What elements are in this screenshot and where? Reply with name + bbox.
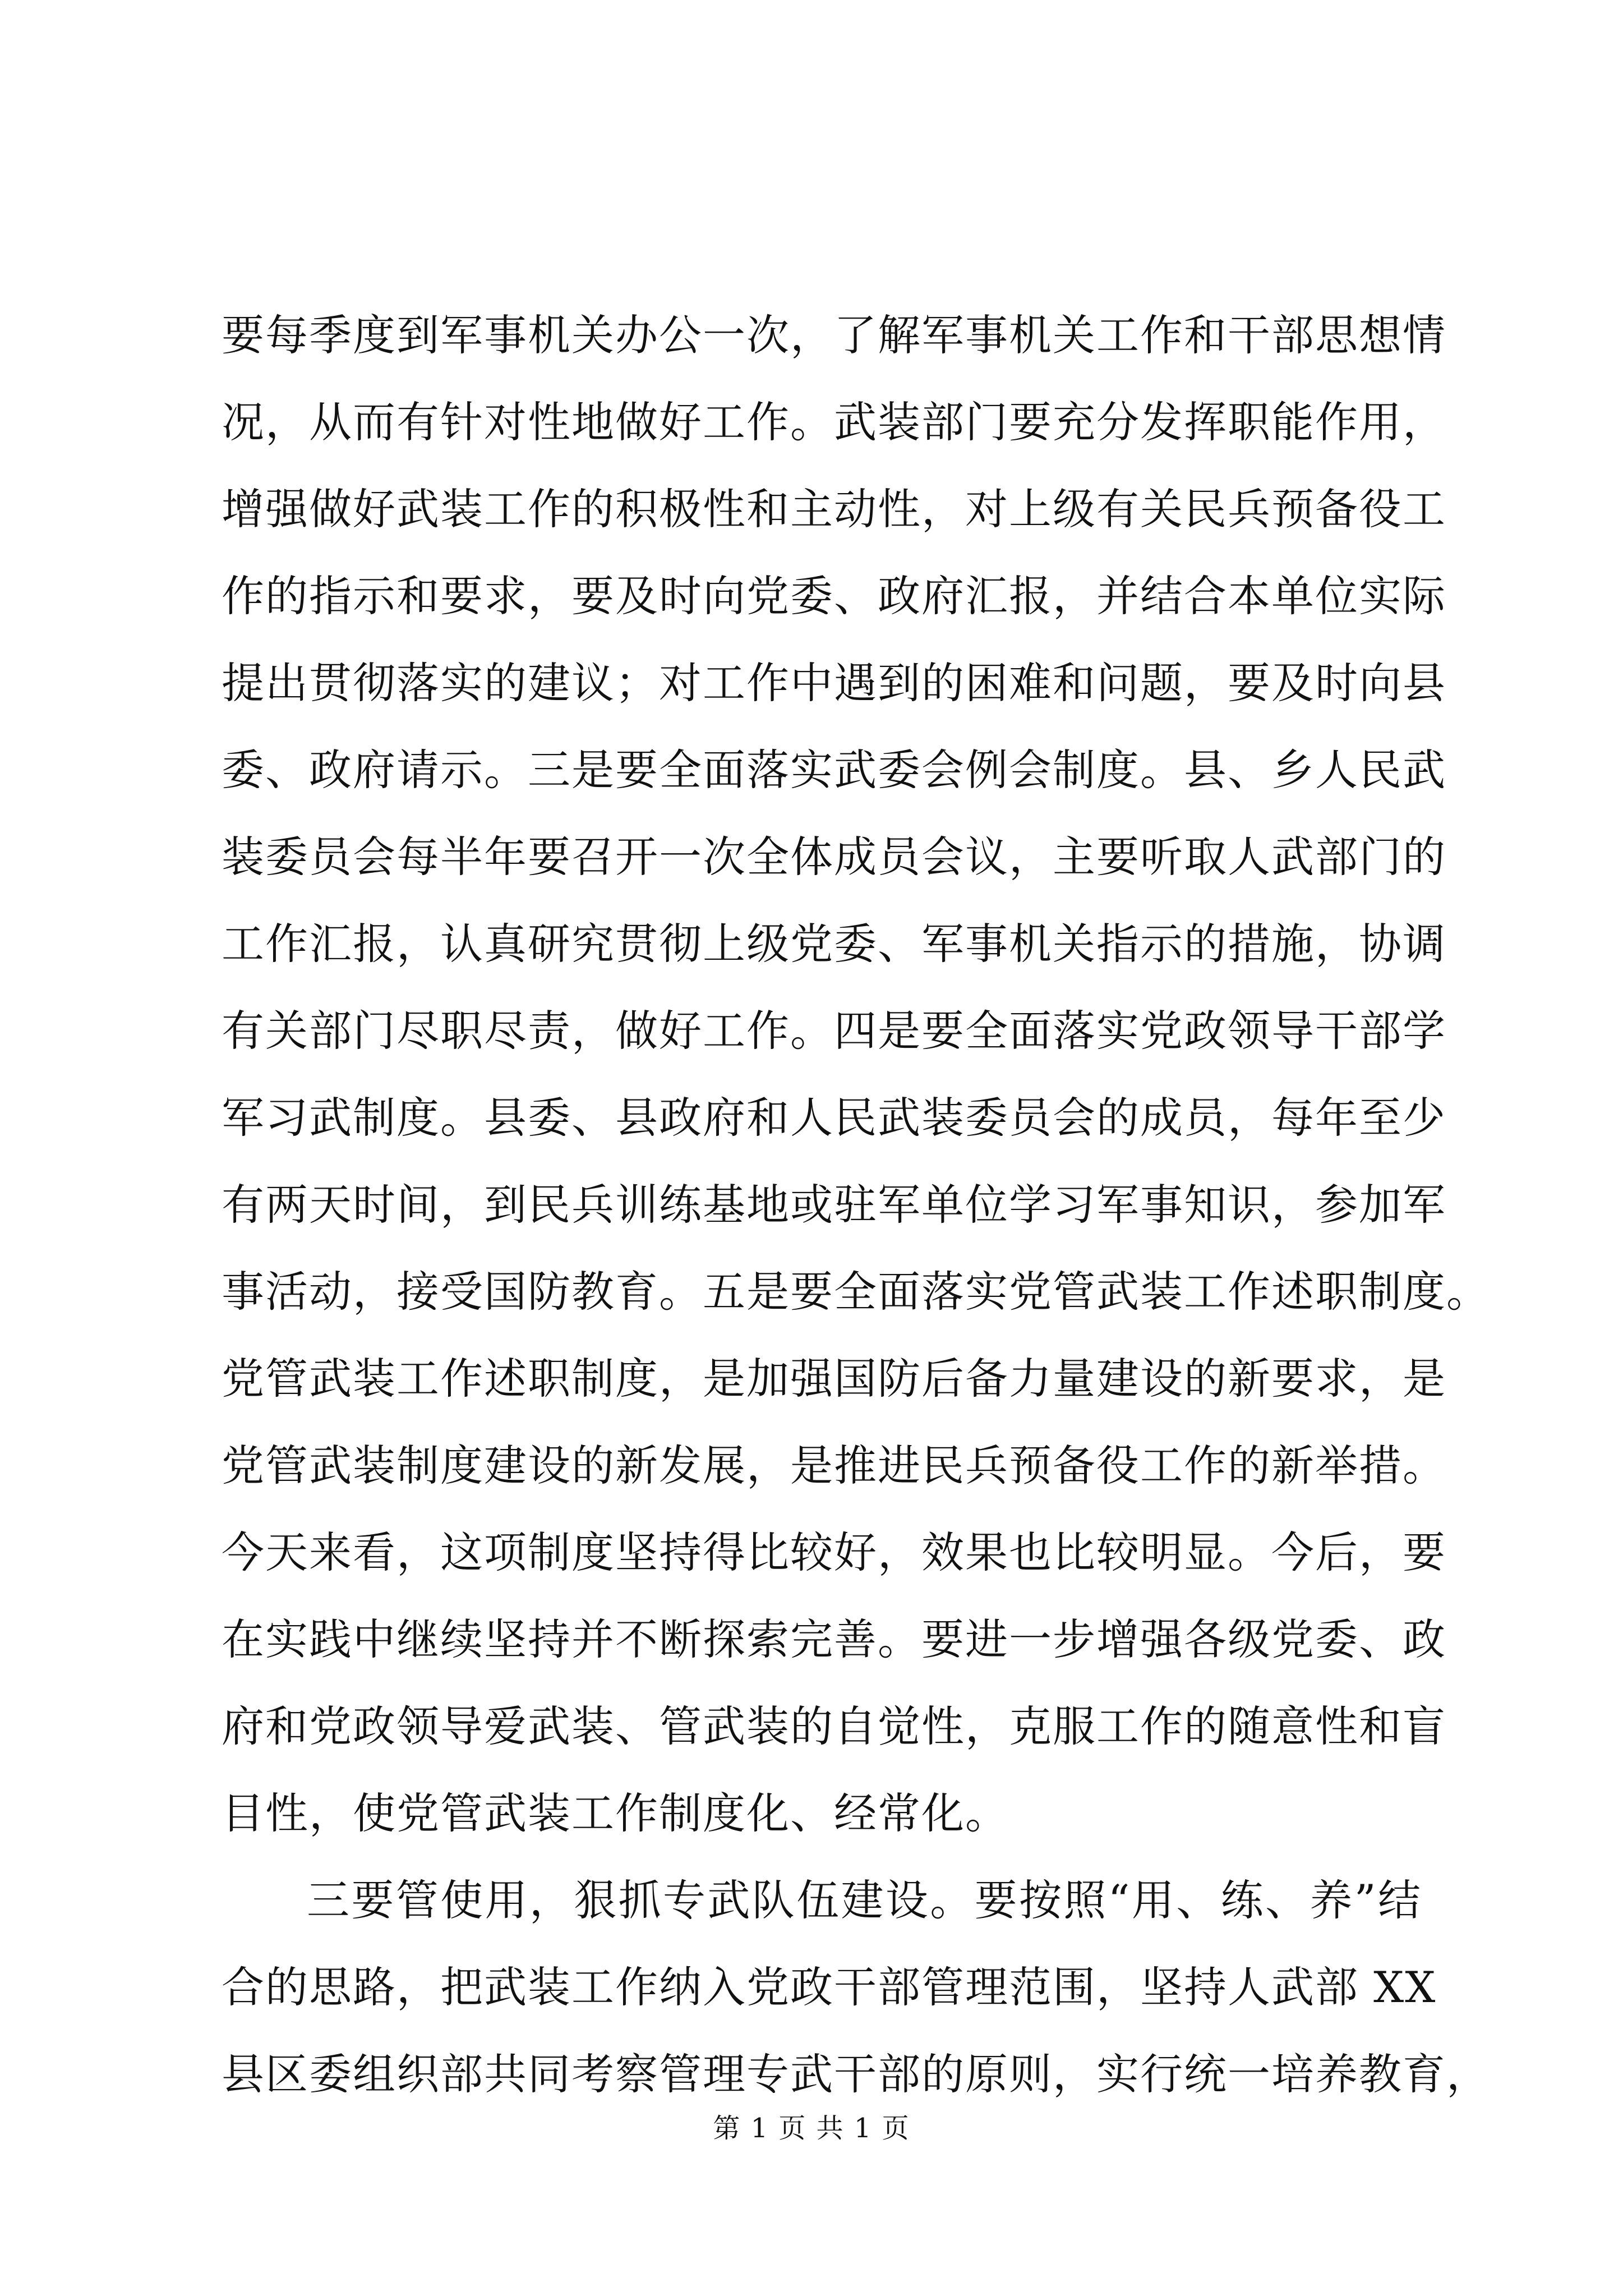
body-text — [222, 292, 1490, 2118]
text-line: 作的指示和要求，要及时向党委、政府汇报，并结合本单位实际 — [222, 571, 1446, 621]
text-line: 提出贯彻落实的建议；对工作中遇到的困难和问题，要及时向县 — [222, 658, 1446, 708]
text-line: 况，从而有针对性地做好工作。武装部门要充分发挥职能作用， — [222, 397, 1446, 447]
text-line: 党管武装制度建设的新发展，是推进民兵预备役工作的新举措。 — [222, 1441, 1446, 1490]
text-line: 工作汇报，认真研究贯彻上级党委、军事机关指示的措施，协调 — [222, 919, 1446, 969]
text-line: 装委员会每半年要召开一次全体成员会议，主要听取人武部门的 — [222, 832, 1446, 882]
text-line: 委、政府请示。三是要全面落实武委会例会制度。县、乡人民武 — [222, 745, 1446, 795]
text-line: 党管武装工作述职制度，是加强国防后备力量建设的新要求，是 — [222, 1354, 1446, 1404]
text-line: 合的思路，把武装工作纳入党政干部管理范围，坚持人武部 XX — [222, 1962, 1437, 2012]
text-line: 要每季度到军事机关办公一次，了解军事机关工作和干部思想情 — [222, 310, 1446, 360]
text-line: 今天来看，这项制度坚持得比较好，效果也比较明显。今后，要 — [222, 1527, 1446, 1577]
text-line: 事活动，接受国防教育。五是要全面落实党管武装工作述职制度。 — [222, 1267, 1490, 1317]
text-line: 有关部门尽职尽责，做好工作。四是要全面落实党政领导干部学 — [222, 1006, 1446, 1056]
text-line: 在实践中继续坚持并不断探索完善。要进一步增强各级党委、政 — [222, 1614, 1446, 1664]
text-line: 目性，使党管武装工作制度化、经常化。 — [222, 1788, 1009, 1838]
page-footer — [0, 2106, 1623, 2145]
text-line: 县区委组织部共同考察管理专武干部的原则，实行统一培养教育， — [222, 2049, 1490, 2099]
text-line: 增强做好武装工作的积极性和主动性，对上级有关民兵预备役工 — [222, 484, 1446, 534]
text-line: 府和党政领导爱武装、管武装的自觉性，克服工作的随意性和盲 — [222, 1701, 1446, 1751]
page-number: 第 1 页 共 1 页 — [713, 2113, 910, 2144]
paragraph-first-line: 三要管使用，狠抓专武队伍建设。要按照“用、练、养”结 — [307, 1875, 1422, 1925]
text-line: 有两天时间，到民兵训练基地或驻军单位学习军事知识，参加军 — [222, 1180, 1446, 1230]
text-line: 军习武制度。县委、县政府和人民武装委员会的成员，每年至少 — [222, 1093, 1446, 1143]
